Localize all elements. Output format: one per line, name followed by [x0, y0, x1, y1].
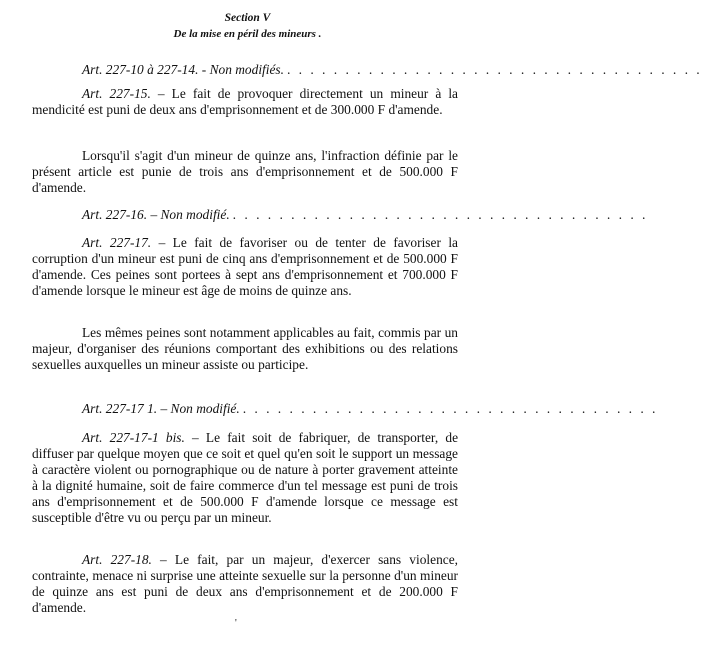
article-status: - Non modifiés. [201, 62, 284, 77]
article-ref: Art. 227-18. [82, 552, 152, 567]
article-227-17 [32, 235, 458, 299]
article-227-17-paragraph-2 [32, 325, 458, 373]
article-ref: Art. 227-17 1. [82, 401, 158, 416]
article-227-18 [32, 552, 458, 616]
paragraph-text: Les mêmes peines sont notamment applicables au fait, commis par un majeur, d'organiser des réunions comportant des exhibitions ou des relations sexuelles auxquelles un mineur assiste ou participe. [32, 325, 458, 372]
footer-mark: ' [235, 618, 237, 629]
article-status: – Non modifié. [160, 401, 240, 416]
article-ref: Art. 227-16. [82, 207, 148, 222]
leader-dots: . . . . . . . . . . . . . . . . . . . . . . . . . . . . . . . . . . . . [287, 62, 703, 77]
article-227-17-1-bis [32, 430, 458, 526]
leader-dots: . . . . . . . . . . . . . . . . . . . . . . . . . . . . . . . . . . . . [233, 207, 649, 222]
section-subtitle: De la mise en péril des mineurs . [173, 28, 322, 40]
article-ref: Art. 227-15. [82, 86, 151, 101]
article-ref: Art. 227-17. [82, 235, 152, 250]
article-227-17-1-unchanged [32, 401, 659, 417]
article-text: – Le fait soit de fabriquer, de transporter, de diffuser par quelque moyen que ce soit et quel qu'en soit le support un message à caractère violent ou pornographique ou de nature à porter gravement atteinte à la dignité humaine, soit de faire commerce d'un tel message est puni de trois ans d'emprisonnement et de 500.000 F d'amende lorsque ce message est susceptible d'être vu ou perçu par un mineur. [32, 430, 459, 525]
section-title: Section V [224, 12, 271, 24]
article-text: – Le fait de favoriser ou de tenter de favoriser la corruption d'un mineur est puni de cinq ans d'emprisonnement et de 500.000 F d'amende. Ces peines sont portees à sept ans d'emprisonnement et 700.000 F d'amende lorsque le mineur est âge de moins de quinze ans. [32, 235, 458, 298]
article-227-15-paragraph-2 [32, 148, 458, 196]
article-text: – Le fait de provoquer directement un mineur à la mendicité est puni de deux ans d'emprisonnement et de 300.000 F d'amende. [32, 86, 458, 117]
article-227-15 [32, 86, 458, 118]
leader-dots: . . . . . . . . . . . . . . . . . . . . . . . . . . . . . . . . . . . . [243, 401, 659, 416]
paragraph-text: Lorsqu'il s'agit d'un mineur de quinze ans, l'infraction définie par le présent article est punie de trois ans d'emprisonnement et de 500.000 F d'amende. [32, 148, 458, 195]
article-ref: Art. 227-17-1 bis. [82, 430, 185, 445]
article-227-16-unchanged [32, 207, 649, 223]
article-227-10-unchanged [32, 62, 703, 78]
article-status: – Non modifié. [150, 207, 230, 222]
article-ref: Art. 227-10 à 227-14. [82, 62, 199, 77]
article-text: – Le fait, par un majeur, d'exercer sans violence, contrainte, menace ni surprise une atteinte sexuelle sur la personne d'un mineur de quinze ans est puni de deux ans d'emprisonnement et de 200.000 F d'amende. [32, 552, 458, 615]
